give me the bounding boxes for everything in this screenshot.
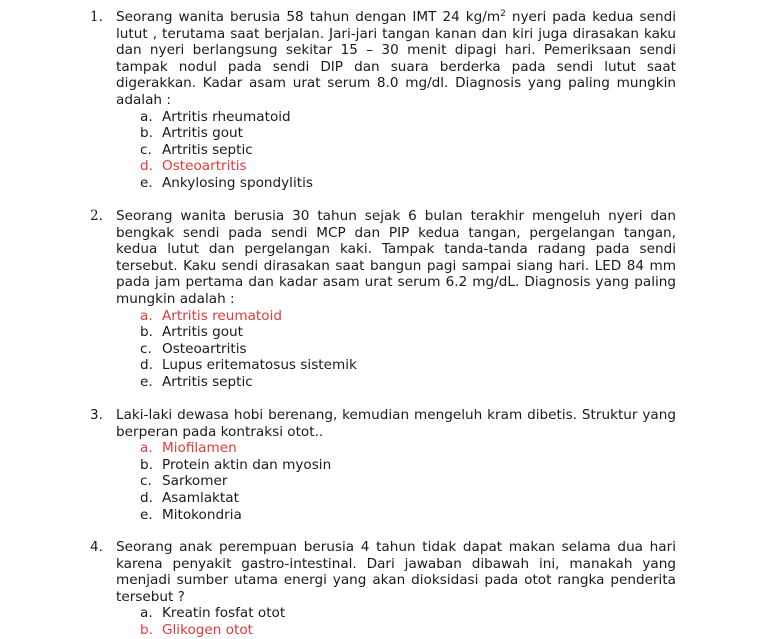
answer-option bbox=[140, 507, 676, 524]
option-letter: a. bbox=[140, 605, 153, 622]
option-letter: b. bbox=[140, 621, 153, 638]
option-text: Miofilamen bbox=[162, 440, 237, 457]
answer-option bbox=[140, 357, 676, 374]
option-letter: b. bbox=[140, 125, 153, 142]
question-text: Seorang wanita berusia 30 tahun sejak 6 bulan terakhir mengeluh nyeri dan bengkak sendi pada sendi MCP dan PIP kedua tangan, pergelangan tangan, kedua lutut dan pergelangan kaki. Tampak tanda-tanda radang pada sendi tersebut. Kaku sendi dirasakan saat bangun pagi sampai siang hari. LED 84 mm pada jam pertama dan kadar asam urat serum 6.2 mg/dL. Diagnosis yang paling mungkin adalah : bbox=[116, 208, 676, 307]
option-letter: a. bbox=[140, 440, 153, 457]
option-letter: a. bbox=[140, 307, 153, 324]
option-list bbox=[140, 440, 676, 523]
option-letter: e. bbox=[140, 373, 153, 390]
option-text: Artritis septic bbox=[162, 373, 253, 390]
option-text: Asamlaktat bbox=[162, 489, 239, 506]
question-text: Seorang wanita berusia 58 tahun dengan IMT 24 $kg/m^2$ nyeri pada kedua sendi lutut , terutama saat berjalan. Jari-jari tangan kanan dan kiri juga dirasakan kaku dan nyeri berlangsung sekitar 15 – 30 menit dipagi hari. Pemeriksaan sendi tampak nodul pada sendi DIP dan suara berderka pada sendi lutut saat digerakkan. Kadar asam urat serum 8.0 mg/dl. Diagnosis yang paling mungkin adalah : bbox=[116, 9, 676, 108]
option-text: Artritis reumatoid bbox=[162, 307, 282, 324]
answer-option-correct bbox=[140, 308, 676, 325]
option-text: Protein aktin dan myosin bbox=[162, 456, 332, 473]
question-3 bbox=[90, 407, 676, 523]
option-text: Mitokondria bbox=[162, 506, 242, 523]
option-text: Ankylosing spondylitis bbox=[162, 174, 313, 191]
option-list bbox=[140, 109, 676, 192]
option-list bbox=[140, 605, 676, 638]
answer-option bbox=[140, 374, 676, 391]
option-text: Artritis rheumatoid bbox=[162, 108, 291, 125]
question-number: 1. bbox=[90, 9, 103, 25]
question-text: Seorang anak perempuan berusia 4 tahun tidak dapat makan selama dua hari karena penyakit gastro-intestinal. Dari jawaban dibawah ini, manakah yang menjadi sumber utama energi yang akan dioksidasi pada otot rangka penderita tersebut ? bbox=[116, 539, 676, 605]
option-letter: d. bbox=[140, 489, 153, 506]
option-letter: b. bbox=[140, 456, 153, 473]
question-2 bbox=[90, 208, 676, 391]
answer-option bbox=[140, 490, 676, 507]
option-list bbox=[140, 308, 676, 391]
option-text: Osteoartritis bbox=[162, 340, 247, 357]
option-text: Artritis gout bbox=[162, 324, 243, 341]
option-letter: c. bbox=[140, 473, 152, 490]
answer-option bbox=[140, 142, 676, 159]
unit-superscript: 2 bbox=[500, 9, 506, 19]
option-letter: d. bbox=[140, 357, 153, 374]
option-text: Lupus eritematosus sistemik bbox=[162, 357, 357, 374]
question-number: 4. bbox=[90, 539, 103, 555]
answer-option bbox=[140, 109, 676, 126]
answer-option bbox=[140, 324, 676, 341]
option-text: Osteoartritis bbox=[162, 158, 247, 175]
option-text: Glikogen otot bbox=[162, 621, 254, 638]
option-letter: e. bbox=[140, 506, 153, 523]
answer-option bbox=[140, 125, 676, 142]
option-letter: a. bbox=[140, 108, 153, 125]
option-letter: e. bbox=[140, 174, 153, 191]
answer-option bbox=[140, 457, 676, 474]
question-text: Laki-laki dewasa hobi berenang, kemudian mengeluh kram dibetis. Struktur yang berperan pada kontraksi otot.. bbox=[116, 407, 676, 440]
option-text: Kreatin fosfat otot bbox=[162, 605, 286, 622]
answer-option-correct bbox=[140, 440, 676, 457]
option-letter: c. bbox=[140, 141, 152, 158]
option-letter: c. bbox=[140, 340, 152, 357]
answer-option bbox=[140, 473, 676, 490]
answer-option-correct bbox=[140, 622, 676, 639]
question-number: 2. bbox=[90, 208, 103, 224]
question-4 bbox=[90, 539, 676, 639]
answer-option bbox=[140, 341, 676, 358]
answer-option bbox=[140, 175, 676, 192]
question-1 bbox=[90, 9, 676, 192]
option-letter: b. bbox=[140, 324, 153, 341]
answer-option-correct bbox=[140, 158, 676, 175]
option-letter: d. bbox=[140, 158, 153, 175]
question-number: 3. bbox=[90, 407, 103, 423]
option-text: Artritis septic bbox=[162, 141, 253, 158]
option-text: Artritis gout bbox=[162, 125, 243, 142]
answer-option bbox=[140, 605, 676, 622]
option-text: Sarkomer bbox=[162, 473, 228, 490]
